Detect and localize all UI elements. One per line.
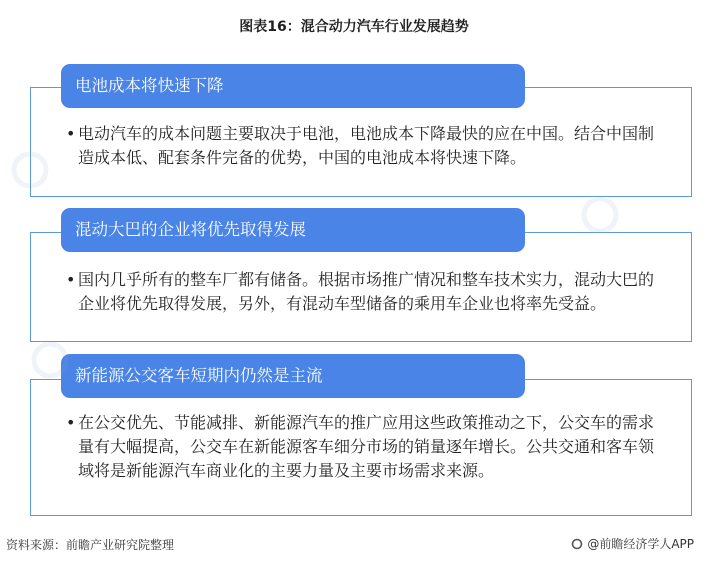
section-heading-3: 新能源公交客车短期内仍然是主流 (61, 354, 525, 398)
section-heading-1: 电池成本将快速下降 (61, 64, 525, 108)
brand-credit (571, 535, 694, 552)
section-body-1 (66, 122, 668, 170)
watermark-logo-icon (10, 150, 50, 190)
brand-logo-icon (571, 538, 583, 550)
section-heading-2: 混动大巴的企业将优先取得发展 (61, 208, 525, 252)
section-body-text-1: 电动汽车的成本问题主要取决于电池，电池成本下降最快的应在中国。结合中国制造成本低、配套条件完备的优势，中国的电池成本将快速下降。 (78, 124, 655, 167)
bullet-icon: • (66, 270, 76, 289)
brand-label: @前瞻经济学人APP (587, 537, 694, 551)
bullet-icon: • (66, 124, 76, 143)
section-body-3 (66, 411, 668, 483)
section-body-2 (66, 268, 668, 316)
watermark-logo-icon (30, 340, 70, 380)
bullet-icon: • (66, 413, 76, 432)
source-note: 资料来源：前瞻产业研究院整理 (6, 538, 175, 552)
chart-title: 图表16：混合动力汽车行业发展趋势 (239, 19, 469, 35)
section-body-text-2: 国内几乎所有的整车厂都有储备。根据市场推广情况和整车技术实力，混动大巴的企业将优先取得发展，另外，有混动车型储备的乘用车企业也将率先受益。 (78, 270, 655, 313)
watermark-logo-icon (580, 195, 620, 235)
section-body-text-3: 在公交优先、节能减排、新能源汽车的推广应用这些政策推动之下，公交车的需求量有大幅提高，公交车在新能源客车细分市场的销量逐年增长。公共交通和客车领域将是新能源汽车商业化的主要力量及主要市场需求来源。 (78, 413, 655, 480)
